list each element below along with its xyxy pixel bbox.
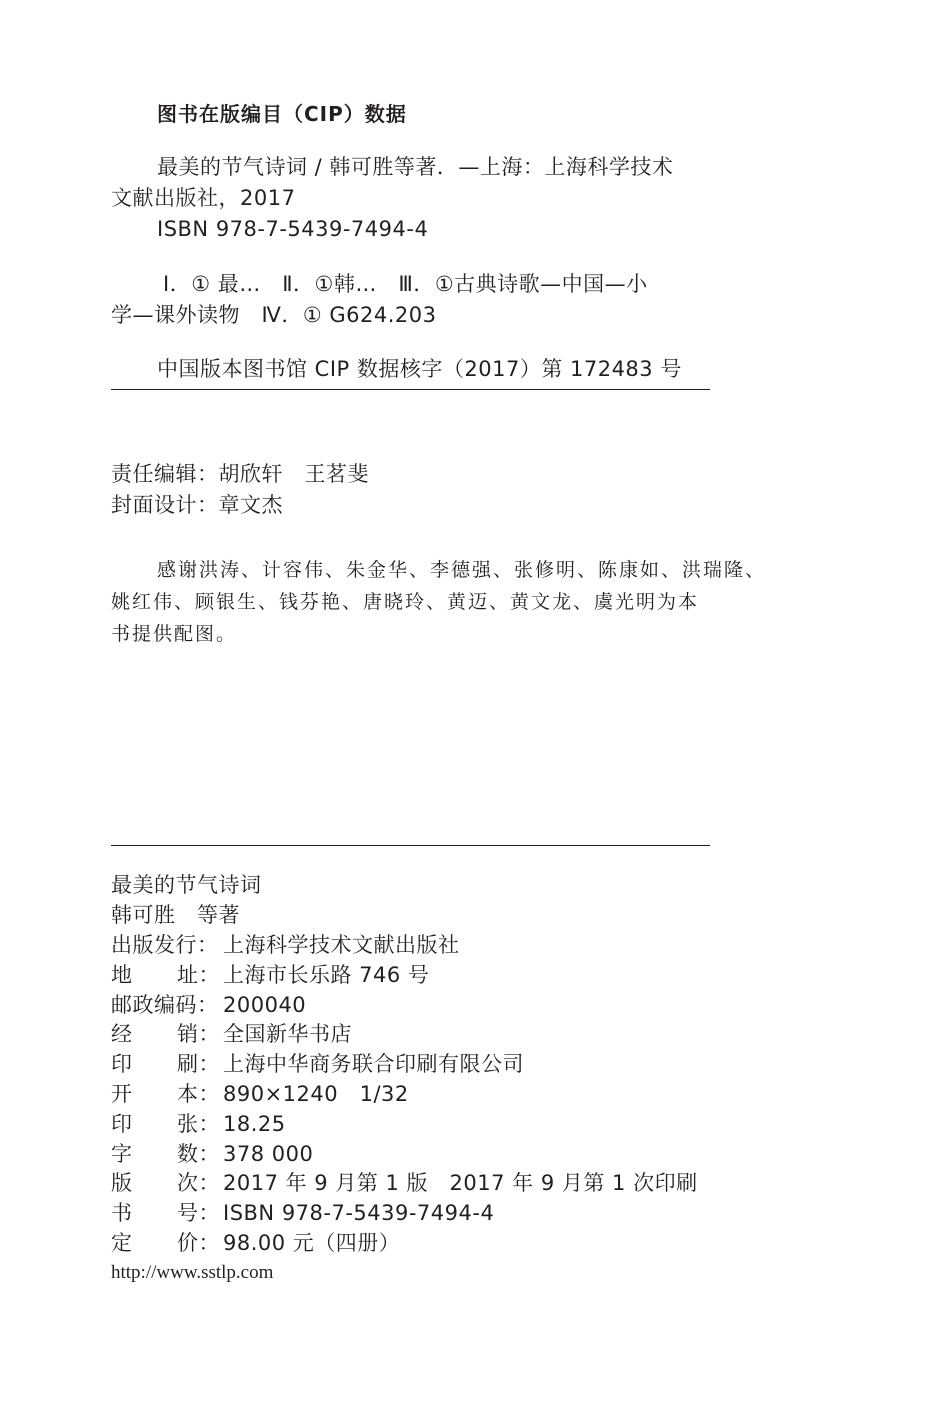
cip-line-2: 文献出版社，2017 xyxy=(111,186,296,210)
cip-isbn: ISBN 978-7-5439-7494-4 xyxy=(157,217,429,241)
spec-separator: ： xyxy=(198,1052,220,1076)
divider-top xyxy=(111,389,710,390)
spec-separator: ： xyxy=(198,963,220,987)
divider-bottom xyxy=(111,845,710,846)
spec-label-second: 号 xyxy=(177,1201,199,1225)
spec-label xyxy=(111,1230,223,1256)
spec-label xyxy=(111,1170,223,1196)
spec-label-first: 开 xyxy=(111,1082,133,1106)
spec-label xyxy=(111,932,223,958)
spec-label-first: 版 xyxy=(111,1171,133,1195)
spec-separator: ： xyxy=(198,1142,220,1166)
spec-row xyxy=(111,962,429,988)
spec-label-second: 刷 xyxy=(177,1052,199,1076)
spec-value: 全国新华书店 xyxy=(223,1022,352,1046)
cip-number: 中国版本图书馆 CIP 数据核字（2017）第 172483 号 xyxy=(157,357,682,381)
editor-label: 责任编辑： xyxy=(111,462,219,486)
spec-label-first: 印 xyxy=(111,1052,133,1076)
spec-row xyxy=(111,1111,286,1137)
spec-row xyxy=(111,1141,313,1167)
cover-design-label: 封面设计： xyxy=(111,493,219,517)
cip-line-1: 最美的节气诗词 / 韩可胜等著．—上海：上海科学技术 xyxy=(157,155,674,179)
spec-label-second: 数 xyxy=(177,1142,199,1166)
book-title: 最美的节气诗词 xyxy=(111,873,262,897)
spec-row xyxy=(111,1051,524,1077)
spec-row xyxy=(111,1081,409,1107)
spec-label-second: 址 xyxy=(177,963,199,987)
spec-separator: ： xyxy=(198,1022,220,1046)
spec-label xyxy=(111,962,223,988)
spec-label-text: 邮政编码 xyxy=(111,993,197,1017)
cover-design-line xyxy=(111,492,283,518)
spec-label-second: 价 xyxy=(177,1231,199,1255)
spec-value: 200040 xyxy=(223,993,307,1017)
spec-value: 上海中华商务联合印刷有限公司 xyxy=(223,1052,524,1076)
spec-label xyxy=(111,1141,223,1167)
spec-separator: ： xyxy=(198,1231,220,1255)
spec-label-first: 书 xyxy=(111,1201,133,1225)
spec-label-second: 张 xyxy=(177,1112,199,1136)
spec-label xyxy=(111,1081,223,1107)
spec-label xyxy=(111,1021,223,1047)
spec-separator: ： xyxy=(198,1171,220,1195)
spec-value: 378 000 xyxy=(223,1142,314,1166)
spec-row xyxy=(111,1170,698,1196)
spec-separator: ： xyxy=(197,933,219,957)
spec-value: 2017 年 9 月第 1 版 2017 年 9 月第 1 次印刷 xyxy=(223,1171,698,1195)
spec-label-first: 字 xyxy=(111,1142,133,1166)
thanks-line-1: 感谢洪涛、计容伟、朱金华、李德强、张修明、陈康如、洪瑞隆、 xyxy=(157,559,767,581)
spec-row xyxy=(111,1021,352,1047)
spec-label xyxy=(111,1111,223,1137)
cip-heading: 图书在版编目（CIP）数据 xyxy=(157,102,407,126)
spec-row xyxy=(111,1230,400,1256)
spec-value: 890×1240 1/32 xyxy=(223,1082,409,1106)
spec-label-text: 出版发行 xyxy=(111,933,197,957)
spec-label-first: 地 xyxy=(111,963,133,987)
spec-value: 18.25 xyxy=(223,1112,286,1136)
thanks-line-2: 姚红伟、顾银生、钱芬艳、唐晓玲、黄迈、黄文龙、虞光明为本 xyxy=(111,591,700,613)
spec-separator: ： xyxy=(198,1082,220,1106)
cover-design-value: 章文杰 xyxy=(218,493,283,517)
spec-separator: ： xyxy=(198,1201,220,1225)
spec-label xyxy=(111,992,223,1018)
spec-row xyxy=(111,992,306,1018)
spec-row xyxy=(111,932,460,958)
spec-label-second: 销 xyxy=(177,1022,199,1046)
spec-label-second: 本 xyxy=(177,1082,199,1106)
spec-label-first: 定 xyxy=(111,1231,133,1255)
spec-value: ISBN 978-7-5439-7494-4 xyxy=(223,1201,495,1225)
book-author: 韩可胜 等著 xyxy=(111,903,240,927)
spec-separator: ： xyxy=(197,993,219,1017)
website-url: http://www.sstlp.com xyxy=(111,1262,274,1283)
spec-label xyxy=(111,1051,223,1077)
spec-value: 98.00 元（四册） xyxy=(223,1231,401,1255)
spec-value: 上海科学技术文献出版社 xyxy=(223,933,460,957)
cip-class-line-1: Ⅰ．① 最… Ⅱ．①韩… Ⅲ．①古典诗歌—中国—小 xyxy=(163,272,648,296)
spec-label-second: 次 xyxy=(177,1171,199,1195)
spec-label xyxy=(111,1200,223,1226)
spec-row xyxy=(111,1200,494,1226)
editor-line xyxy=(111,461,369,487)
cip-class-line-2: 学—课外读物 Ⅳ．① G624.203 xyxy=(111,303,437,327)
editor-value: 胡欣轩 王茗斐 xyxy=(218,462,369,486)
spec-separator: ： xyxy=(198,1112,220,1136)
spec-label-first: 印 xyxy=(111,1112,133,1136)
spec-label-first: 经 xyxy=(111,1022,133,1046)
thanks-line-3: 书提供配图。 xyxy=(111,623,238,645)
spec-value: 上海市长乐路 746 号 xyxy=(223,963,430,987)
